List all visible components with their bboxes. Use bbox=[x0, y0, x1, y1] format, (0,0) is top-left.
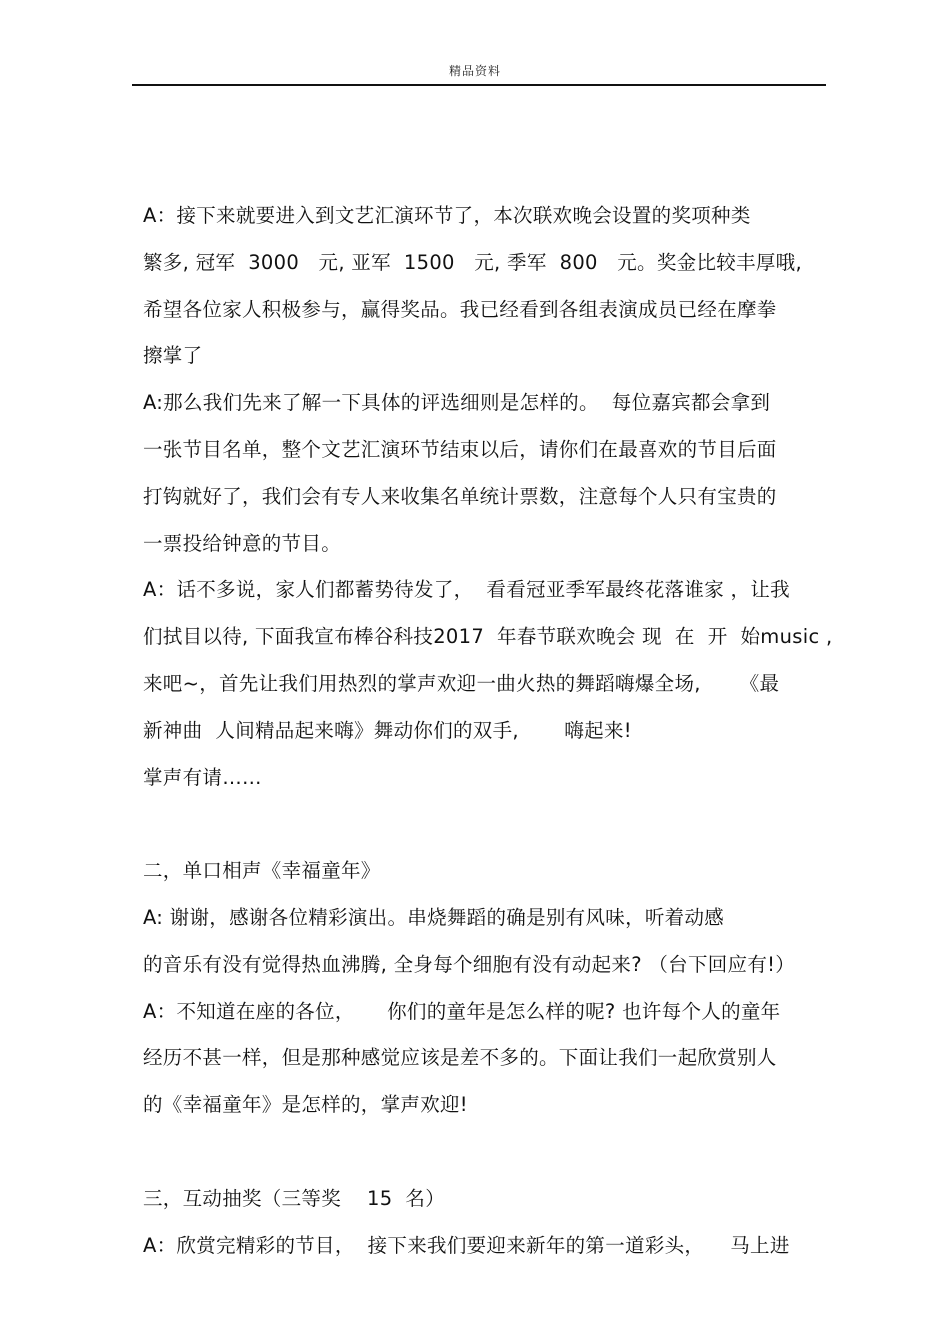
paragraph-line: 的《幸福童年》是怎样的，掌声欢迎! bbox=[143, 1093, 468, 1117]
paragraph-line: 繁多, 冠军 3000 元, 亚军 1500 元, 季军 800 元。奖金比较丰厚哦, bbox=[143, 250, 802, 274]
document-body bbox=[143, 193, 833, 1269]
paragraph-line: 一票投给钟意的节目。 bbox=[143, 531, 342, 555]
paragraph-line: 新神曲 人间精品起来嗨》舞动你们的双手, 嗨起来! bbox=[143, 718, 632, 742]
paragraph-line: A: 谢谢，感谢各位精彩演出。串烧舞蹈的确是别有风味，听着动感 bbox=[143, 905, 725, 929]
section-heading: 三，互动抽奖（三等奖 15 名） bbox=[143, 1186, 446, 1210]
paragraph-line: 掌声有请…… bbox=[143, 765, 262, 789]
blank-line bbox=[143, 1129, 833, 1176]
section-heading: 二，单口相声《幸福童年》 bbox=[143, 859, 381, 883]
paragraph-line: A：话不多说，家人们都蓄势待发了， 看看冠亚季军最终花落谁家 ，让我 bbox=[143, 578, 790, 602]
paragraph-line: 希望各位家人积极参与，赢得奖品。我已经看到各组表演成员已经在摩拳 bbox=[143, 297, 777, 321]
blank-line bbox=[143, 801, 833, 848]
paragraph-line: A：接下来就要进入到文艺汇演环节了，本次联欢晚会设置的奖项种类 bbox=[143, 204, 751, 227]
paragraph-line: 们拭目以待, 下面我宣布棒谷科技2017 年春节联欢晚会 现 在 开 始music , bbox=[143, 625, 833, 649]
paragraph-line: 一张节目名单，整个文艺汇演环节结束以后，请你们在最喜欢的节目后面 bbox=[143, 437, 777, 461]
paragraph-line: 打钩就好了，我们会有专人来收集名单统计票数，注意每个人只有宝贵的 bbox=[143, 484, 777, 508]
paragraph-line: A：欣赏完精彩的节目， 接下来我们要迎来新年的第一道彩头， 马上进 bbox=[143, 1233, 790, 1257]
paragraph-line: 来吧~，首先让我们用热烈的掌声欢迎一曲火热的舞蹈嗨爆全场, 《最 bbox=[143, 671, 780, 695]
paragraph-line: 的音乐有没有觉得热血沸腾, 全身每个细胞有没有动起来? （台下回应有!） bbox=[143, 952, 796, 976]
paragraph-line: A：不知道在座的各位， 你们的童年是怎么样的呢? 也许每个人的童年 bbox=[143, 999, 781, 1023]
paragraph-line: A:那么我们先来了解一下具体的评选细则是怎样的。 每位嘉宾都会拿到 bbox=[143, 391, 771, 415]
page-header: 精品资料 bbox=[448, 64, 501, 78]
paragraph-line: 经历不甚一样，但是那种感觉应该是差不多的。下面让我们一起欣赏别人 bbox=[143, 1046, 777, 1070]
header-divider bbox=[132, 84, 826, 86]
paragraph-line: 擦掌了 bbox=[143, 344, 203, 368]
